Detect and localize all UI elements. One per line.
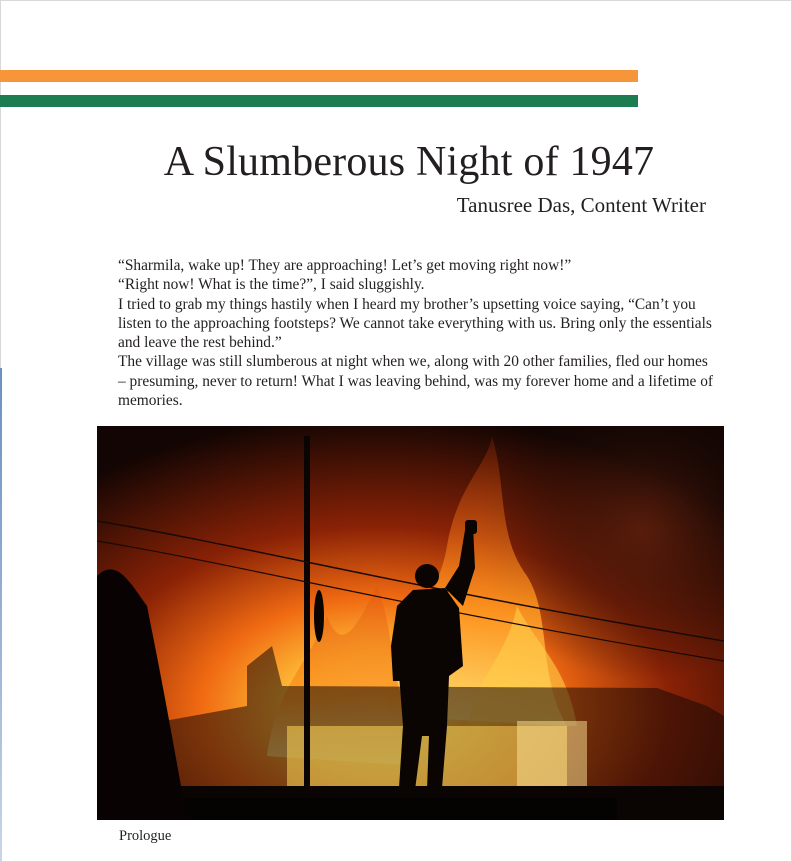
green-stripe bbox=[0, 95, 638, 107]
paragraph-3: I tried to grab my things hastily when I heard my brother’s upsetting voice saying, “Can’t you listen to the approaching footsteps? We cannot take everything with us. Bring only the essentials and leave the rest behind.” bbox=[118, 295, 712, 352]
saffron-stripe bbox=[0, 70, 638, 82]
photo-caption: Prologue bbox=[119, 828, 172, 844]
article-title: A Slumberous Night of 1947 bbox=[163, 139, 655, 185]
paragraph-2: “Right now! What is the time?”, I said sluggishly. bbox=[118, 276, 425, 294]
page-edge-shadow bbox=[0, 368, 2, 862]
article-body bbox=[118, 256, 718, 410]
paragraph-4: The village was still slumberous at night when we, along with 20 other families, fled our homes – presuming, never to return! What I was leaving behind, was my forever home and a lifetime of memories. bbox=[118, 353, 714, 410]
paragraph-1: “Sharmila, wake up! They are approaching! Let’s get moving right now!” bbox=[118, 257, 572, 274]
author-byline: Tanusree Das, Content Writer bbox=[456, 193, 706, 217]
burning-building-photo bbox=[97, 426, 724, 820]
fire-illustration bbox=[97, 426, 724, 820]
